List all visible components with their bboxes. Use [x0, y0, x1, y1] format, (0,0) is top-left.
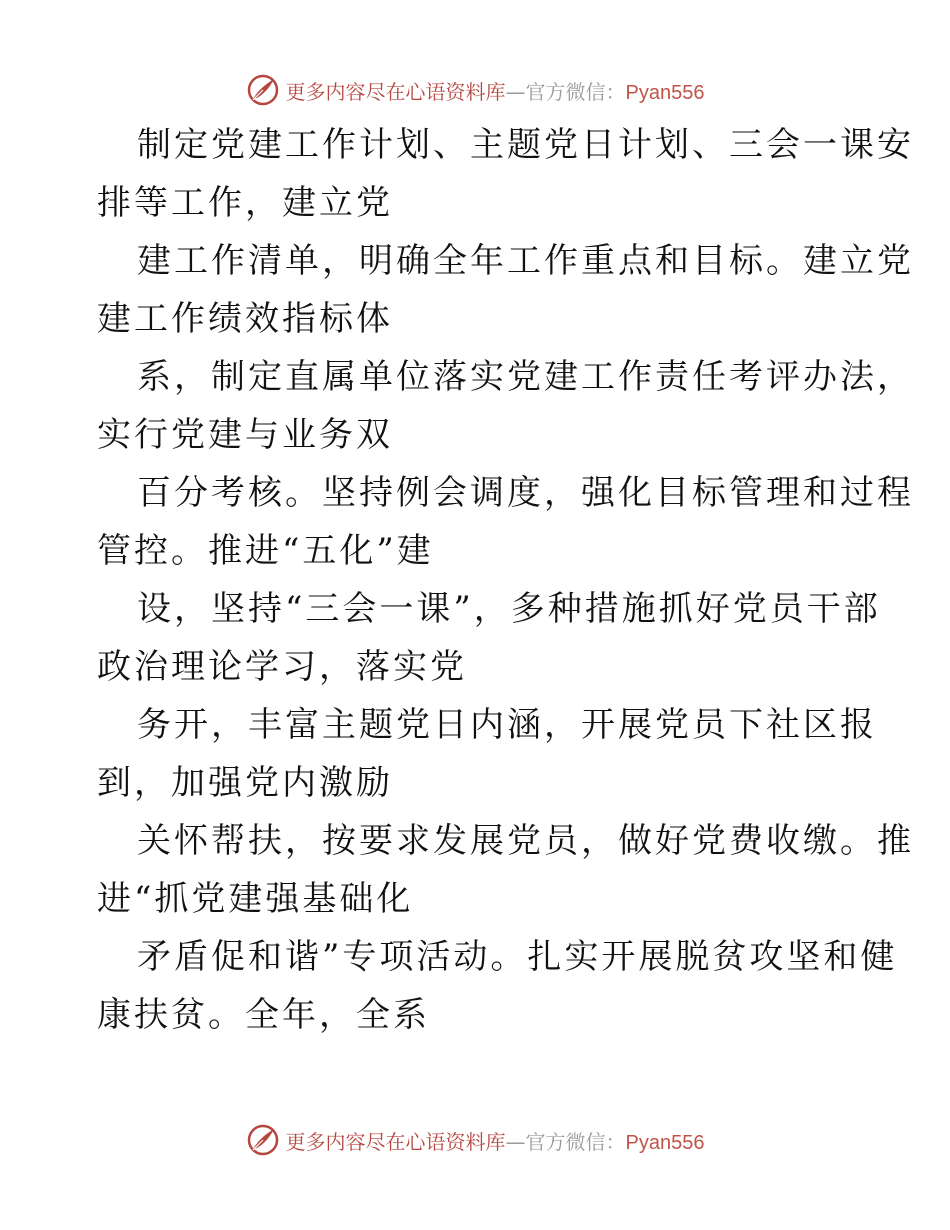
paragraph: [97, 928, 898, 1044]
watermark-brand: 更多内容尽在心语资料库: [285, 1129, 506, 1154]
paragraph-line: 制定党建工作计划、主题党日计划、三会一课安: [137, 125, 914, 165]
watermark-separator: —: [505, 79, 526, 104]
document-body: [97, 116, 914, 1044]
paragraph: [97, 232, 914, 348]
watermark-brand: 更多内容尽在心语资料库: [285, 79, 506, 104]
feather-quill-icon: [246, 73, 280, 107]
paragraph: [97, 464, 914, 580]
paragraph-line: 设，坚持“三会一课”，多种措施抓好党员干部: [137, 589, 881, 629]
paragraph-line: 管控。推进“五化”建: [97, 531, 434, 571]
paragraph-line: 政治理论学习，落实党: [97, 647, 467, 687]
watermark-text: [286, 1126, 705, 1155]
watermark-group: [246, 73, 705, 107]
paragraph: [97, 116, 914, 232]
paragraph: [97, 696, 877, 812]
watermark-official: 官方微信：: [525, 1129, 626, 1154]
paragraph-line: 务开，丰富主题党日内涵，开展党员下社区报: [137, 705, 877, 745]
paragraph-line: 康扶贫。全年，全系: [97, 995, 430, 1035]
watermark-group: [246, 1123, 705, 1157]
watermark-id: Pyan556: [625, 1131, 705, 1154]
watermark-id: Pyan556: [625, 81, 705, 104]
watermark-separator: —: [505, 1129, 526, 1154]
paragraph-line: 建工作清单，明确全年工作重点和目标。建立党: [137, 241, 914, 281]
paragraph-line: 关怀帮扶，按要求发展党员，做好党费收缴。推: [137, 821, 914, 861]
paragraph-line: 系，制定直属单位落实党建工作责任考评办法，: [137, 357, 914, 397]
watermark-text: [286, 76, 705, 105]
paragraph: [97, 580, 881, 696]
feather-quill-icon: [246, 1123, 280, 1157]
footer-watermark: [0, 1120, 950, 1160]
paragraph-line: 到，加强党内激励: [97, 763, 393, 803]
paragraph-line: 百分考核。坚持例会调度，强化目标管理和过程: [137, 473, 914, 513]
watermark-official: 官方微信：: [525, 79, 626, 104]
paragraph-line: 实行党建与业务双: [97, 415, 393, 455]
paragraph-line: 建工作绩效指标体: [97, 299, 393, 339]
paragraph: [97, 812, 914, 928]
header-watermark: [0, 70, 950, 110]
paragraph-line: 排等工作，建立党: [97, 183, 393, 223]
paragraph-line: 矛盾促和谐”专项活动。扎实开展脱贫攻坚和健: [137, 937, 898, 977]
paragraph-line: 进“抓党建强基础化: [97, 879, 414, 919]
paragraph: [97, 348, 914, 464]
